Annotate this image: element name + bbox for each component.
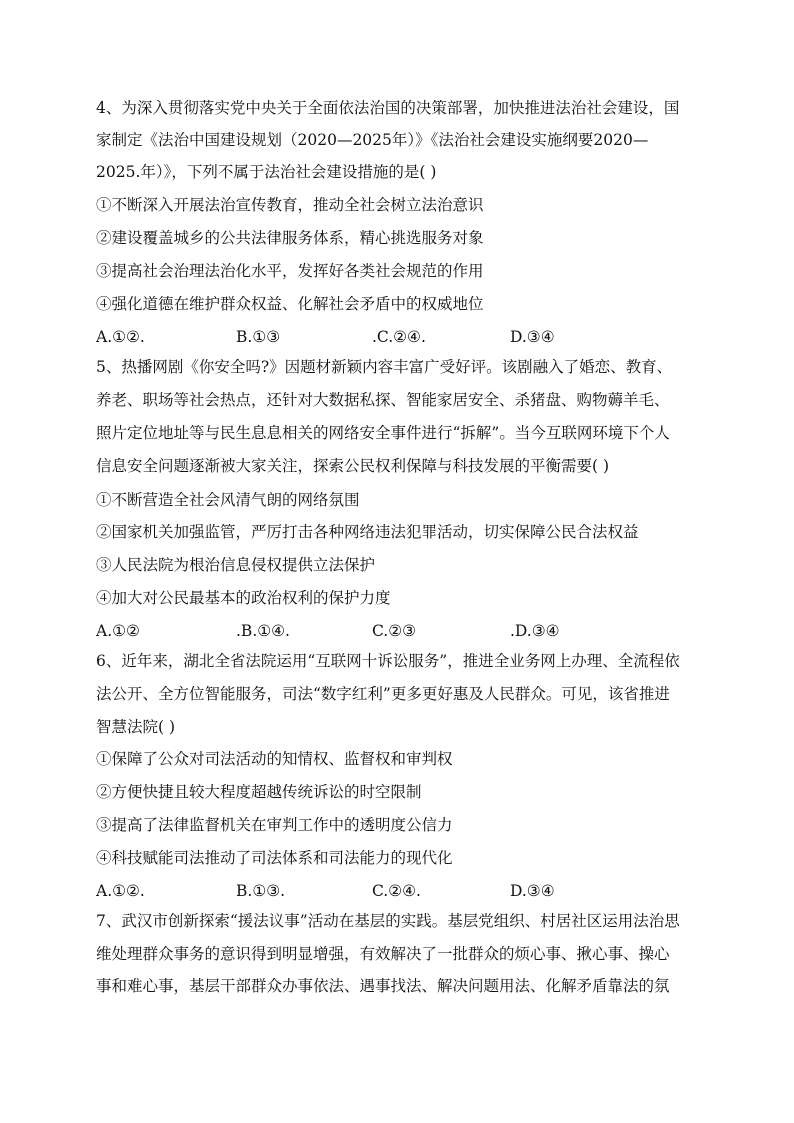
question-stem-line: 6、近年来，湖北全省法院运用“互联网十诉讼服务”，推进全业务网上办理、全流程依 [96, 652, 680, 670]
option-b: .B.①④. [236, 622, 290, 640]
question-stem-line: 事和难心事，基层干部群众办事依法、遇事找法、解决问题用法、化解矛盾靠法的氛 [96, 977, 670, 995]
option-d: .D.③④ [510, 622, 560, 640]
question-stem-line: 4、为深入贯彻落实党中央关于全面依法治国的决策部署，加快推进法治社会建设，国 [96, 99, 680, 117]
statement-item: ④强化道德在维护群众权益、化解社会矛盾中的权威地位 [96, 295, 484, 313]
statement-item: ③提高社会治理法治化水平，发挥好各类社会规范的作用 [96, 262, 484, 280]
answer-options [96, 620, 706, 642]
option-a: A.①②. [96, 882, 145, 900]
option-a: A.①② [96, 622, 140, 640]
statement-item: ④加大对公民最基本的政治权利的保护力度 [96, 589, 391, 607]
question-stem-line: 5、热播网剧《你安全吗?》因题材新颖内容丰富广受好评。该剧融入了婚恋、教育、 [96, 358, 673, 376]
question-stem-line: 家制定《法治中国建设规划（2020—2025年）》《法治社会建设实施纲要2020— [96, 131, 649, 149]
option-a: A.①②. [96, 328, 145, 346]
question-stem-line: 维处理群众事务的意识得到明显增强，有效解决了一批群众的烦心事、揪心事、操心 [96, 945, 670, 963]
option-c: C.②③ [372, 622, 417, 640]
question-stem-line: 养老、职场等社会热点，还针对大数据私探、智能家居安全、杀猪盘、购物薅羊毛、 [96, 391, 670, 409]
statement-item: ②建设覆盖城乡的公共法律服务体系，精心挑选服务对象 [96, 229, 484, 247]
option-d: D.③④ [510, 328, 555, 346]
question-stem-line: 照片定位地址等与民生息息相关的网络安全事件进行“拆解”。当今互联网环境下个人 [96, 424, 670, 442]
statement-item: ①不断深入开展法治宣传教育，推动全社会树立法治意识 [96, 196, 484, 214]
question-stem-line: 2025.年）》，下列不属于法治社会建设措施的是( ) [96, 163, 437, 181]
statement-item: ③人民法院为根治信息侵权提供立法保护 [96, 556, 376, 574]
option-b: B.①③ [236, 328, 281, 346]
statement-item: ③提高了法律监督机关在审判工作中的透明度公信力 [96, 816, 453, 834]
question-stem-line: 智慧法院( ) [96, 718, 176, 736]
option-d: D.③④ [510, 882, 555, 900]
question-stem-line: 7、武汉市创新探索“援法议事”活动在基层的实践。基层党组织、村居社区运用法治思 [96, 912, 680, 930]
answer-options [96, 880, 706, 902]
question-stem-line: 信息安全问题逐渐被大家关注，探索公民权利保障与科技发展的平衡需要( ) [96, 457, 610, 475]
option-b: B.①③. [236, 882, 286, 900]
statement-item: ①保障了公众对司法活动的知情权、监督权和审判权 [96, 750, 453, 768]
statement-item: ①不断营造全社会风清气朗的网络氛围 [96, 491, 360, 509]
option-c: C.②④. [372, 882, 421, 900]
statement-item: ②国家机关加强监管，严厉打击各种网络违法犯罪活动，切实保障公民合法权益 [96, 523, 639, 541]
statement-item: ④科技赋能司法推动了司法体系和司法能力的现代化 [96, 849, 453, 867]
question-stem-line: 法公开、全方位智能服务，司法“数字红利”更多更好惠及人民群众。可见，该省推进 [96, 685, 670, 703]
answer-options [96, 326, 706, 348]
statement-item: ②方便快捷且较大程度超越传统诉讼的时空限制 [96, 783, 422, 801]
option-c: .C.②④. [372, 328, 426, 346]
